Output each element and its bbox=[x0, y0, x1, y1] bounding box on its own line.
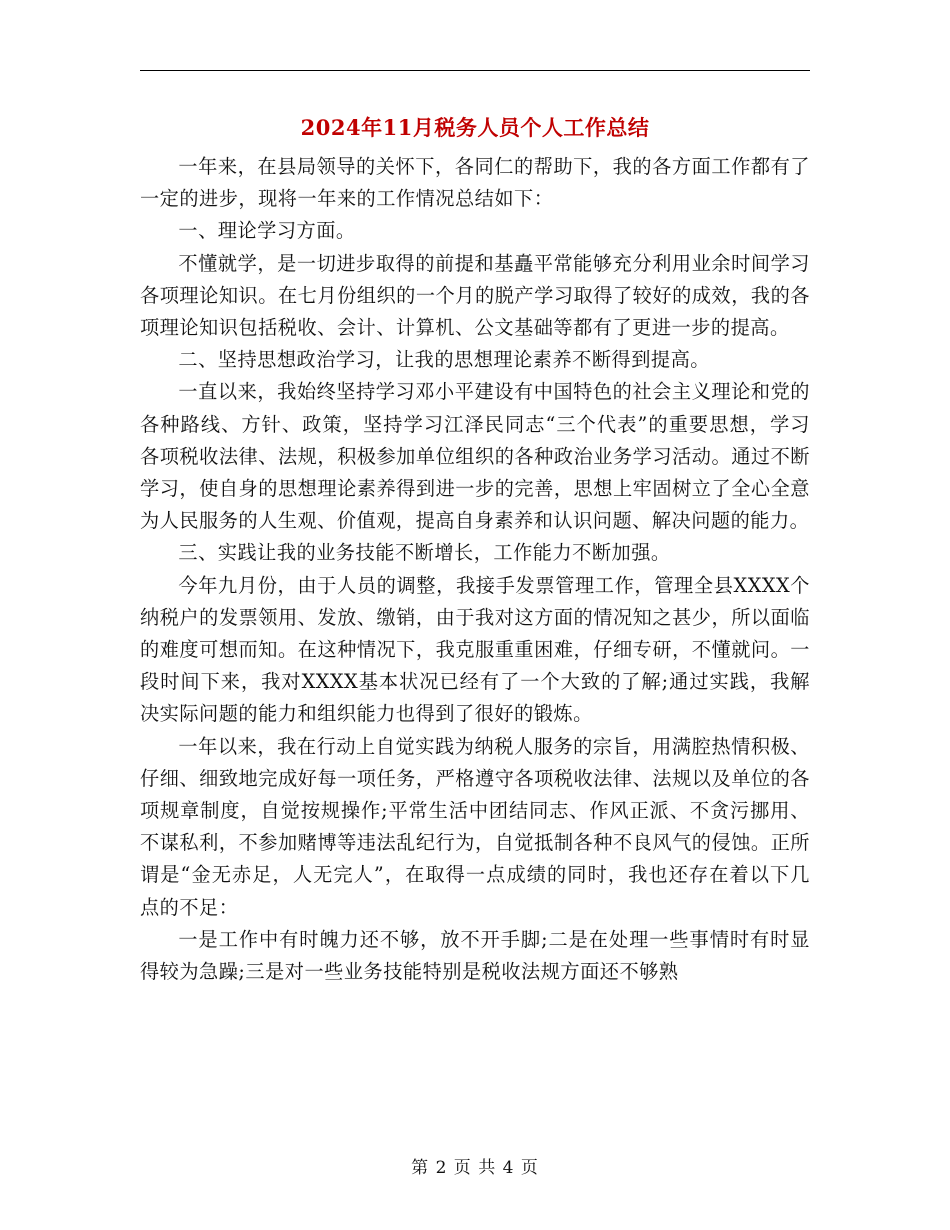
paragraph-theory-study: 不懂就学，是一切进步取得的前提和基矗平常能够充分利用业余时间学习各项理论知识。在七月份组织的一个月的脱产学习取得了较好的成效，我的各项理论知识包括税收、会计、计算机、公文基础等都有了更进一步的提高。 bbox=[140, 251, 810, 340]
paragraph-intro: 一年来，在县局领导的关怀下，各同仁的帮助下，我的各方面工作都有了一定的进步，现将一年来的工作情况总结如下： bbox=[140, 155, 810, 211]
document-title: 2024年11月税务人员个人工作总结 bbox=[300, 115, 650, 140]
header-rule bbox=[140, 70, 810, 71]
section-heading-3: 三、实践让我的业务技能不断增长，工作能力不断加强。 bbox=[178, 541, 671, 565]
paragraph-conduct: 一年以来，我在行动上自觉实践为纳税人服务的宗旨，用满腔热情积极、仔细、细致地完成好每一项任务，严格遵守各项税收法律、法规以及单位的各项规章制度，自觉按规操作;平常生活中团结同志、作风正派、不贪污挪用、不谋私利，不参加赌博等违法乱纪行为，自觉抵制各种不良风气的侵蚀。正所谓是“金无赤足，人无完人”，在取得一点成绩的同时，我也还存在着以下几点的不足： bbox=[140, 734, 810, 919]
paragraph-political-study: 一直以来，我始终坚持学习邓小平建设有中国特色的社会主义理论和党的各种路线、方针、政策，坚持学习江泽民同志“三个代表”的重要思想，学习各项税收法律、法规，积极参加单位组织的各种政治业务学习活动。通过不断学习，使自身的思想理论素养得到进一步的完善，思想上牢固树立了全心全意为人民服务的人生观、价值观，提高自身素养和认识问题、解决问题的能力。 bbox=[140, 380, 810, 533]
paragraph-practice: 今年九月份，由于人员的调整，我接手发票管理工作，管理全县XXXX个纳税户的发票领用、发放、缴销，由于我对这方面的情况知之甚少，所以面临的难度可想而知。在这种情况下，我克服重重困难，仔细专研，不懂就问。一段时间下来，我对XXXX基本状况已经有了一个大致的了解;通过实践，我解决实际问题的能力和组织能力也得到了很好的锻炼。 bbox=[140, 573, 810, 726]
section-heading-2: 二、坚持思想政治学习，让我的思想理论素养不断得到提高。 bbox=[178, 348, 710, 372]
paragraph-shortcomings: 一是工作中有时魄力还不够，放不开手脚;二是在处理一些事情时有时显得较为急躁;三是对一些业务技能特别是税收法规方面还不够熟 bbox=[140, 927, 810, 984]
page-number: 第 2 页 共 4 页 bbox=[411, 1158, 539, 1178]
section-heading-1: 一、理论学习方面。 bbox=[178, 219, 356, 243]
document-body bbox=[140, 151, 810, 988]
